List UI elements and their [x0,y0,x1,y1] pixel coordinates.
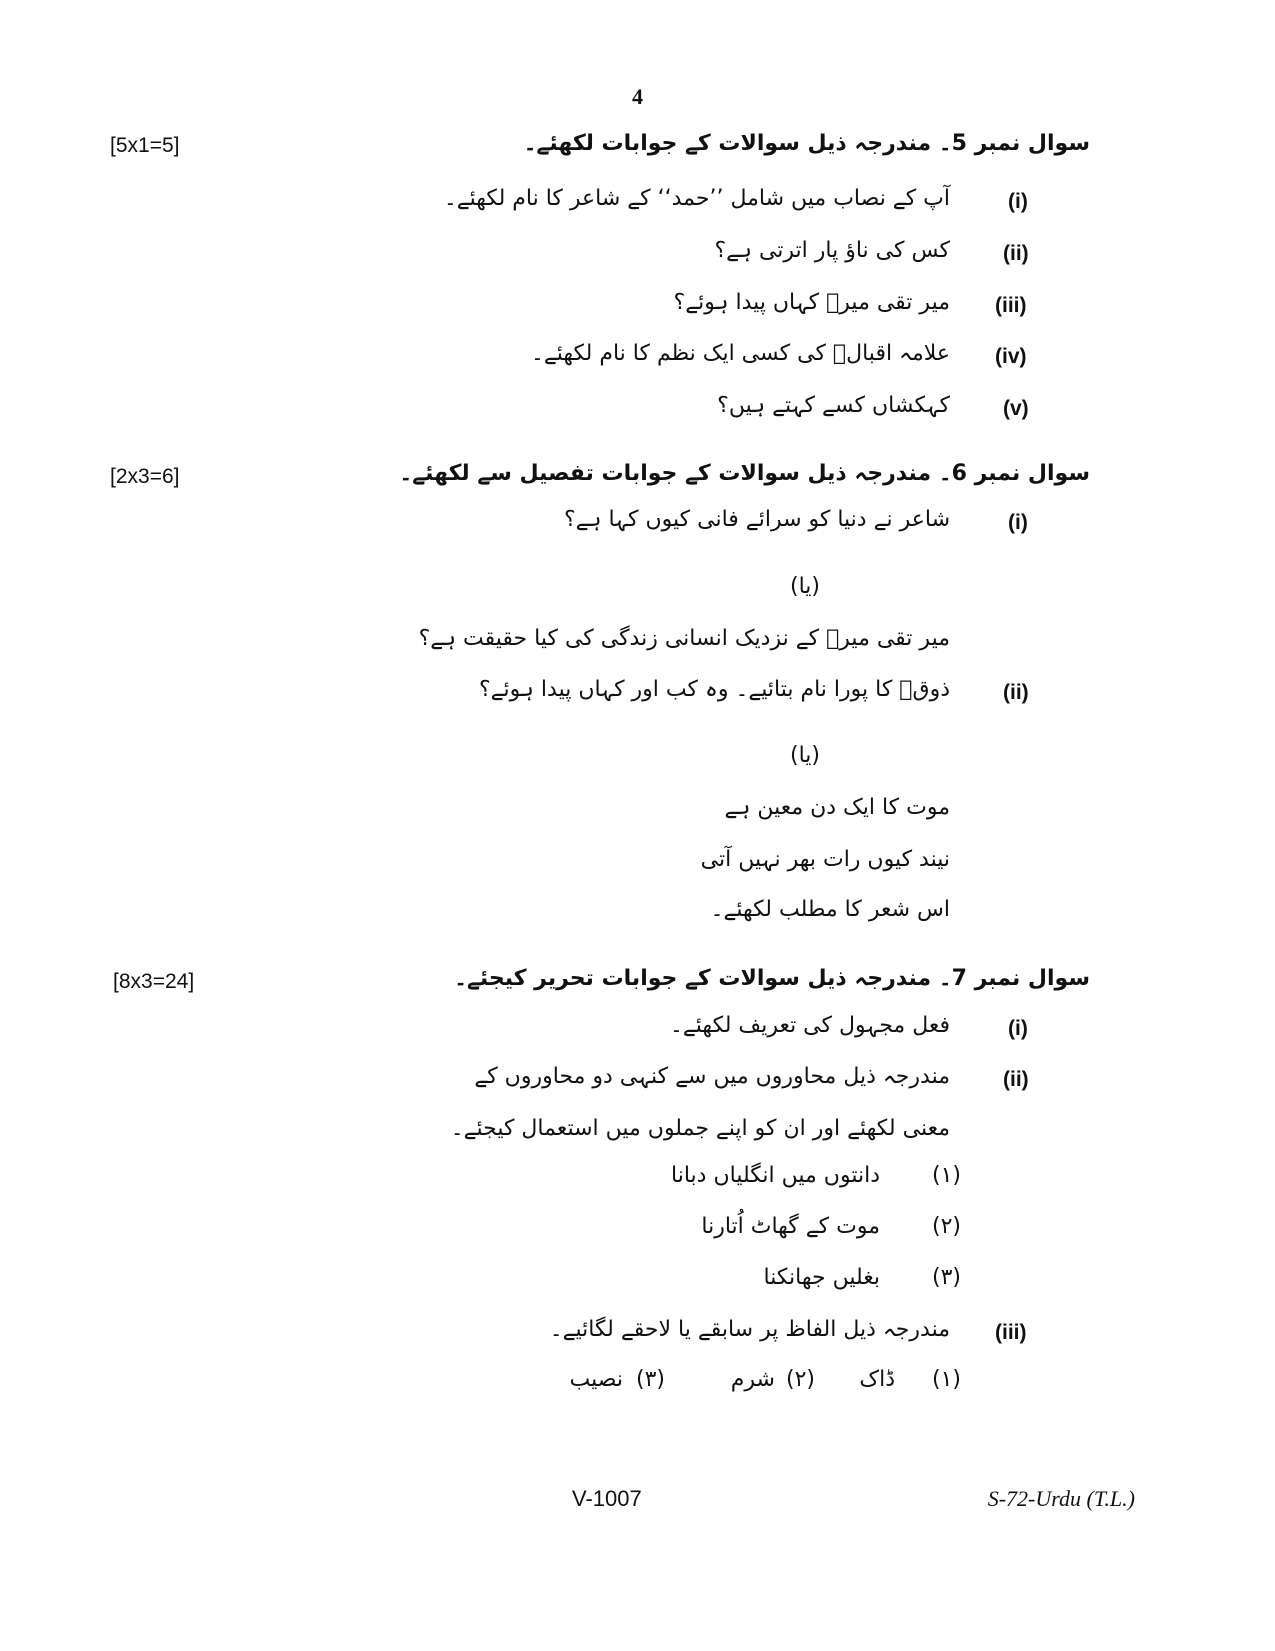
q5-item-num: (v) [1003,397,1029,420]
q7-i-num: (i) [1008,1017,1028,1040]
q6-marks: [2x3=6] [110,465,180,488]
q6-or-2: (یا) [790,743,820,768]
q6-verse-line-1: موت کا ایک دن معین ہے [724,795,950,820]
q5-item-text: میر تقی میرؔ کہاں پیدا ہوئے؟ [673,290,950,315]
paper-code: V-1007 [572,1486,642,1511]
idiom-num: (۱) [932,1163,962,1188]
q7-title: سوال نمبر 7۔ مندرجہ ذیل سوالات کے جوابات تحریر کیجئے۔ [454,966,1090,991]
q6-i-alt-text: میر تقی میرؔ کے نزدیک انسانی زندگی کی کیا حقیقت ہے؟ [418,626,950,651]
word-text: شرم [730,1367,775,1392]
word-num: (۲) [786,1367,816,1392]
page-number: 4 [632,84,643,109]
word-num: (۳) [636,1367,666,1392]
q5-item-num: (ii) [1003,242,1029,265]
q6-or-1: (یا) [790,574,820,599]
q6-verse-line-2: نیند کیوں رات بھر نہیں آتی [700,847,950,872]
word-text: ڈاک [859,1367,895,1392]
idiom-num: (۲) [932,1214,962,1239]
idiom-text: بغلیں جھانکنا [763,1265,880,1290]
q5-marks: [5x1=5] [110,134,180,157]
q5-item-text: علامہ اقبالؔ کی کسی ایک نظم کا نام لکھئے۔ [530,341,950,366]
q5-item-text: کہکشاں کسے کہتے ہیں؟ [717,393,950,418]
q6-i-num: (i) [1008,511,1028,534]
q6-i-text: شاعر نے دنیا کو سرائے فانی کیوں کہا ہے؟ [564,507,950,532]
q5-title: سوال نمبر 5۔ مندرجہ ذیل سوالات کے جوابات لکھئے۔ [523,131,1090,156]
q5-item-text: آپ کے نصاب میں شامل ’’حمد‘‘ کے شاعر کا نام لکھئے۔ [443,186,950,211]
q7-ii-text-line-2: معنی لکھئے اور ان کو اپنے جملوں میں استعمال کیجئے۔ [450,1116,950,1141]
q6-verse-instruction: اس شعر کا مطلب لکھئے۔ [710,897,950,922]
word-num: (۱) [932,1367,962,1392]
q7-marks: [8x3=24] [113,970,195,993]
q5-item-num: (iv) [995,345,1027,368]
idiom-text: دانتوں میں انگلیاں دبانا [671,1163,880,1188]
subject-code: S-72-Urdu (T.L.) [987,1486,1135,1511]
q7-ii-text-line-1: مندرجہ ذیل محاوروں میں سے کنہی دو محاوروں کے [474,1064,950,1089]
q6-ii-text: ذوقؔ کا پورا نام بتائیے۔ وہ کب اور کہاں پیدا ہوئے؟ [478,677,950,702]
q5-item-text: کس کی ناؤ پار اترتی ہے؟ [714,238,950,263]
word-text: نصیب [569,1367,623,1392]
q5-item-num: (i) [1008,190,1028,213]
q7-i-text: فعل مجہول کی تعریف لکھئے۔ [670,1013,950,1038]
q7-iii-text: مندرجہ ذیل الفاظ پر سابقے یا لاحقے لگائیے۔ [549,1317,950,1342]
q7-iii-num: (iii) [995,1321,1027,1344]
q6-title: سوال نمبر 6۔ مندرجہ ذیل سوالات کے جوابات تفصیل سے لکھئے۔ [399,461,1090,486]
idiom-num: (۳) [932,1265,962,1290]
idiom-text: موت کے گھاٹ اُتارنا [701,1214,880,1239]
q6-ii-num: (ii) [1003,681,1029,704]
q5-item-num: (iii) [995,294,1027,317]
q7-ii-num: (ii) [1003,1068,1029,1091]
